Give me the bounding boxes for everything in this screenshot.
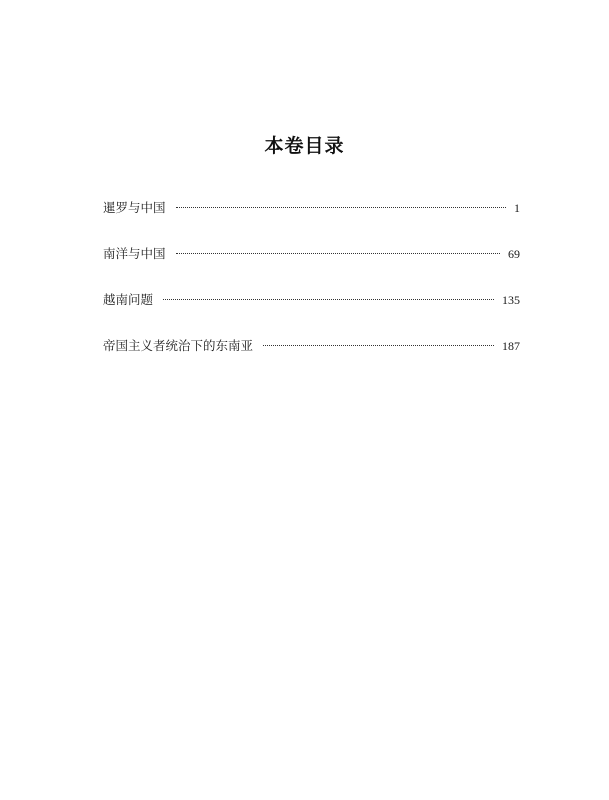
toc-entry-title: 越南问题 (103, 292, 154, 307)
toc-entry-title: 南洋与中国 (103, 246, 166, 261)
toc-entry-page: 69 (508, 247, 520, 261)
toc-list (103, 198, 520, 382)
toc-entry-title: 帝国主义者统治下的东南亚 (103, 338, 254, 353)
dot-leader (263, 345, 494, 346)
dot-leader (163, 299, 494, 300)
dot-leader (176, 207, 506, 208)
dot-leader (176, 253, 500, 254)
toc-entry[interactable] (103, 336, 520, 356)
toc-entry-page: 135 (502, 293, 520, 307)
toc-title: 本卷目录 (264, 135, 345, 157)
toc-entry-title: 暹罗与中国 (103, 200, 166, 215)
toc-entry[interactable] (103, 198, 520, 218)
toc-entry[interactable] (103, 290, 520, 310)
toc-entry[interactable] (103, 244, 520, 264)
toc-entry-page: 187 (502, 339, 520, 353)
toc-entry-page: 1 (514, 201, 520, 215)
